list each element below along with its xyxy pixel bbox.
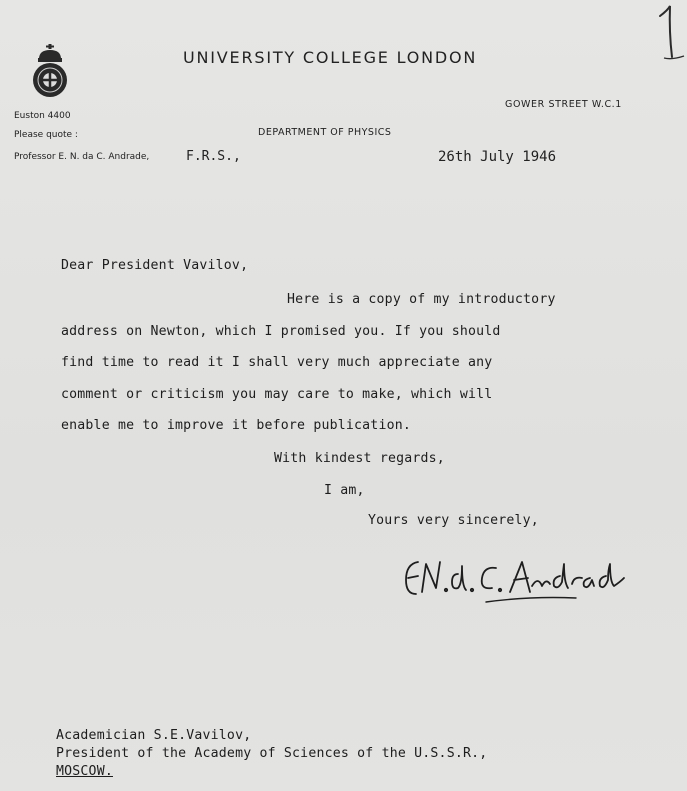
telephone-number: Euston 4400 [14,111,71,121]
frs-typed: F.R.S., [186,149,241,164]
closing-regards: With kindest regards, [274,451,445,466]
crown-crest-icon [30,44,70,102]
handwritten-page-number [650,2,686,62]
salutation: Dear President Vavilov, [61,258,249,273]
handwritten-signature [400,548,630,610]
recipient-city: MOSCOW. [56,764,113,779]
body-line: enable me to improve it before publication. [61,418,412,433]
please-quote-label: Please quote : [14,130,78,140]
professor-name: Professor E. N. da C. Andrade, [14,152,150,162]
institution-name: UNIVERSITY COLLEGE LONDON [183,48,478,67]
body-line: Here is a copy of my introductory [287,292,556,307]
body-line: find time to read it I shall very much appreciate any [61,355,493,370]
body-line: address on Newton, which I promised you. If you should [61,324,501,339]
letter-date: 26th July 1946 [438,149,557,165]
recipient-title: President of the Academy of Sciences of the U.S.S.R., [56,746,488,761]
department-name: DEPARTMENT OF PHYSICS [258,127,392,138]
street-address: GOWER STREET W.C.1 [505,99,622,110]
body-line: comment or criticism you may care to make, which will [61,387,493,402]
closing-i-am: I am, [324,483,365,498]
closing-sincerely: Yours very sincerely, [368,513,539,528]
recipient-name: Academician S.E.Vavilov, [56,728,252,743]
